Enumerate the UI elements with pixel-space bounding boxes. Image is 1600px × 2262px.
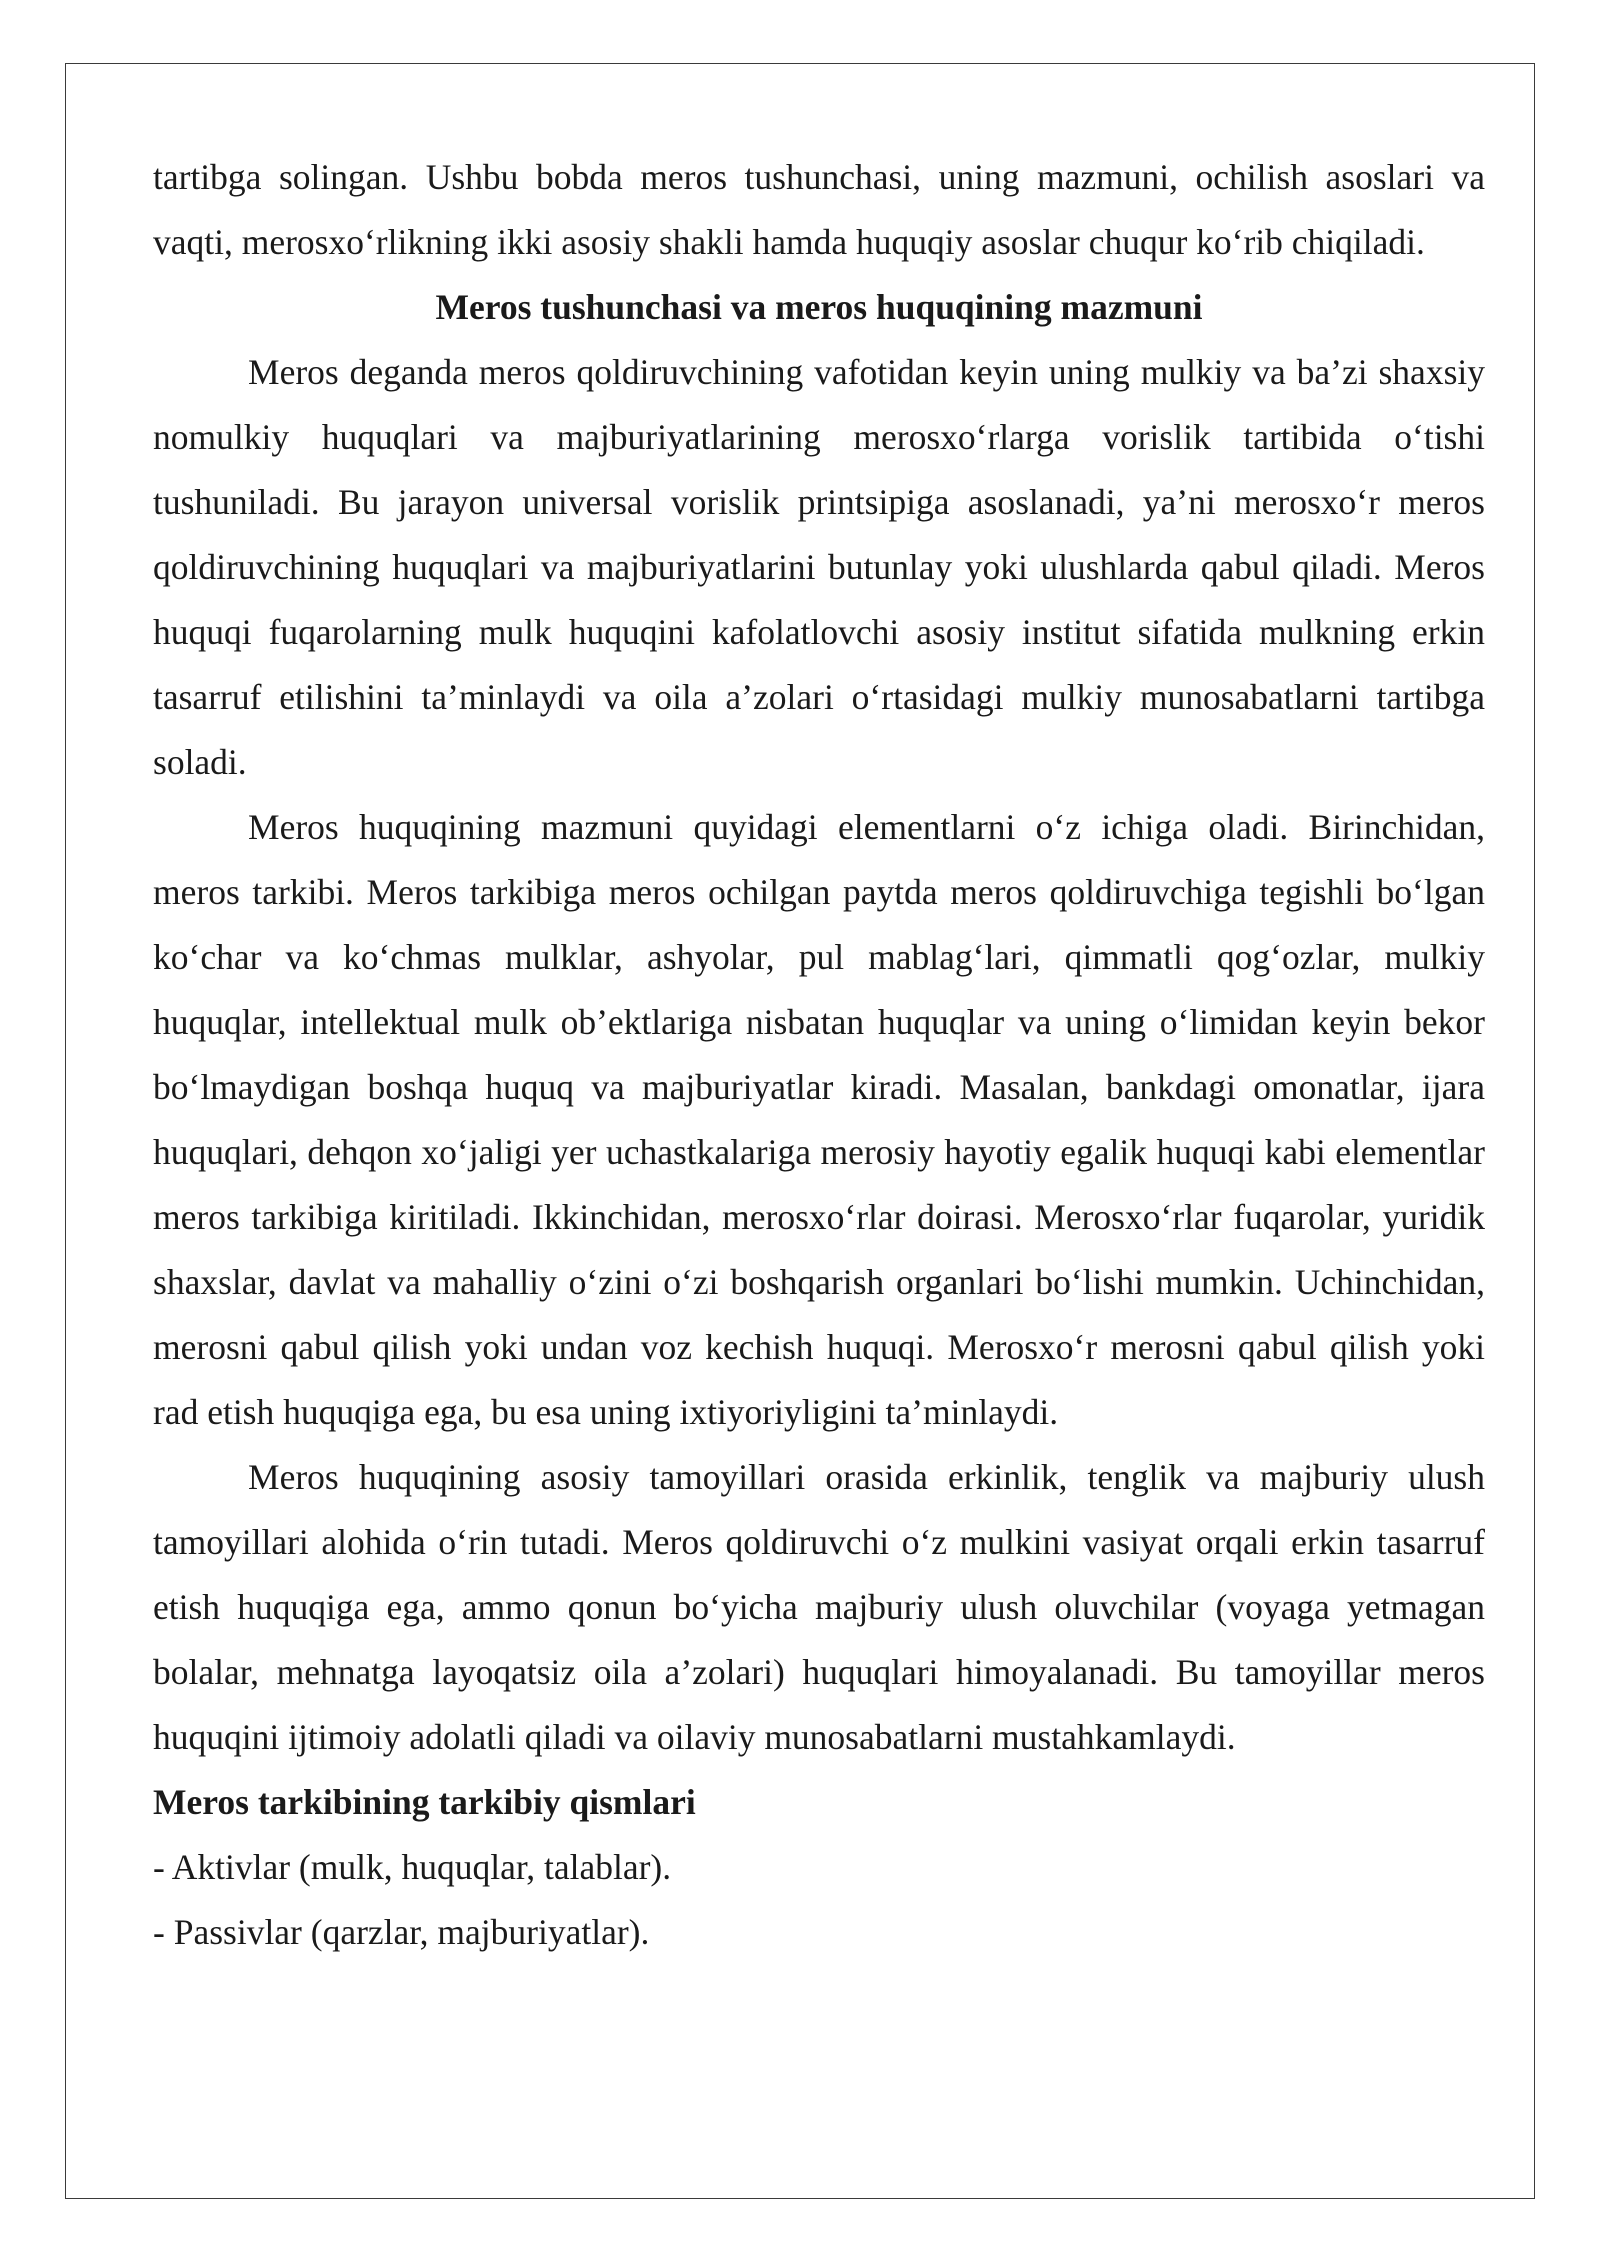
document-body xyxy=(153,145,1485,1965)
body-paragraph-1: Meros deganda meros qoldiruvchining vafotidan keyin uning mulkiy va ba’zi shaxsiy nomulkiy huquqlari va majburiyatlarining merosxo‘rlarga vorislik tartibida o‘tishi tushuniladi. Bu jarayon universal vorislik printsipiga asoslanadi, ya’ni merosxo‘r meros qoldiruvchining huquqlari va majburiyatlarini butunlay yoki ulushlarda qabul qiladi. Meros huquqi fuqarolarning mulk huquqini kafolatlovchi asosiy institut sifatida mulkning erkin tasarruf etilishini ta’minlaydi va oila a’zolari o‘rtasidagi mulkiy munosabatlarni tartibga soladi. xyxy=(153,352,1485,782)
body-paragraph-3: Meros huquqining asosiy tamoyillari orasida erkinlik, tenglik va majburiy ulush tamoyillari alohida o‘rin tutadi. Meros qoldiruvchi o‘z mulkini vasiyat orqali erkin tasarruf etish huquqiga ega, ammo qonun bo‘yicha majburiy ulush oluvchilar (voyaga yetmagan bolalar, mehnatga layoqatsiz oila a’zolari) huquqlari himoyalanadi. Bu tamoyillar meros huquqini ijtimoiy adolatli qiladi va oilaviy munosabatlarni mustahkamlaydi. xyxy=(153,1457,1485,1757)
body-paragraph-2: Meros huquqining mazmuni quyidagi elementlarni o‘z ichiga oladi. Birinchidan, meros tarkibi. Meros tarkibiga meros ochilgan paytda meros qoldiruvchiga tegishli bo‘lgan ko‘char va ko‘chmas mulklar, ashyolar, pul mablag‘lari, qimmatli qog‘ozlar, mulkiy huquqlar, intellektual mulk ob’ektlariga nisbatan huquqlar va uning o‘limidan keyin bekor bo‘lmaydigan boshqa huquq va majburiyatlar kiradi. Masalan, bankdagi omonatlar, ijara huquqlari, dehqon xo‘jaligi yer uchastkalariga merosiy hayotiy egalik huquqi kabi elementlar meros tarkibiga kiritiladi. Ikkinchidan, merosxo‘rlar doirasi. Merosxo‘rlar fuqarolar, yuridik shaxslar, davlat va mahalliy o‘zini o‘zi boshqarish organlari bo‘lishi mumkin. Uchinchidan, merosni qabul qilish yoki undan voz kechish huquqi. Merosxo‘r merosni qabul qilish yoki rad etish huquqiga ega, bu esa uning ixtiyoriyligini ta’minlaydi. xyxy=(153,807,1485,1432)
intro-paragraph: tartibga solingan. Ushbu bobda meros tushunchasi, uning mazmuni, ochilish asoslari va vaqti, merosxo‘rlikning ikki asosiy shakli hamda huquqiy asoslar chuqur ko‘rib chiqiladi. xyxy=(153,157,1485,262)
subsection-heading: Meros tarkibining tarkibiy qismlari xyxy=(153,1782,696,1822)
section-heading: Meros tushunchasi va meros huquqining mazmuni xyxy=(435,287,1203,327)
list-item-assets: - Aktivlar (mulk, huquqlar, talablar). xyxy=(153,1847,672,1887)
list-item-liabilities: - Passivlar (qarzlar, majburiyatlar). xyxy=(153,1912,650,1952)
